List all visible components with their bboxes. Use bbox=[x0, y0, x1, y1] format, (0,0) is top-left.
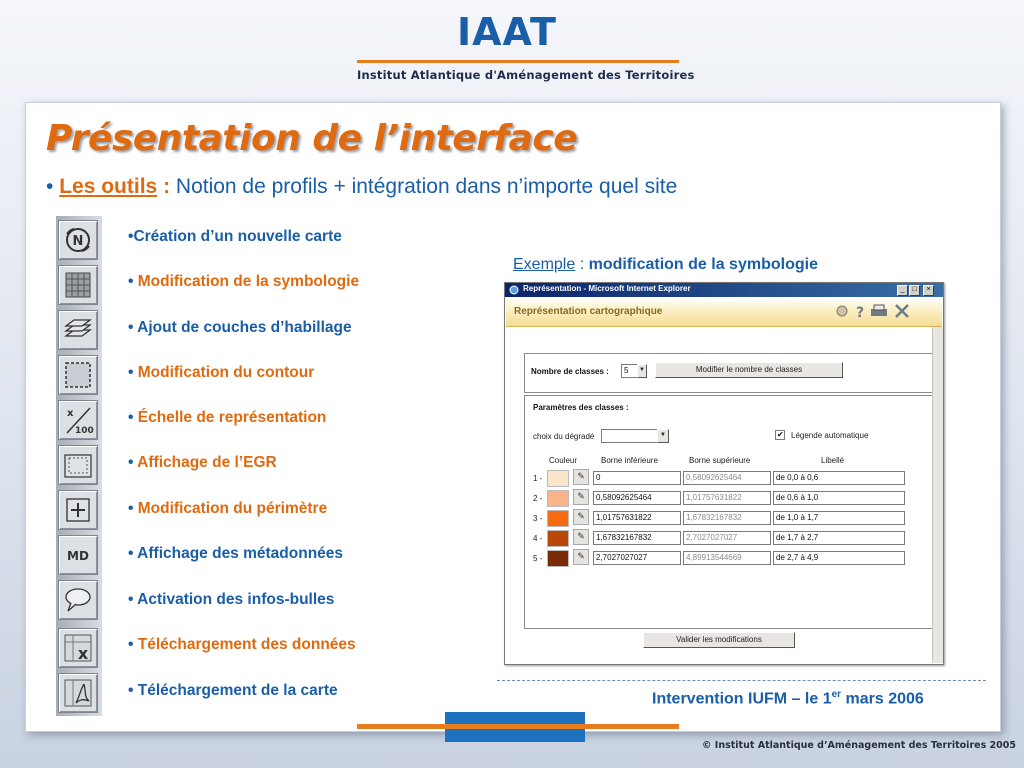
classes-dropdown-arrow[interactable]: ▼ bbox=[637, 364, 647, 378]
window-content bbox=[506, 327, 932, 663]
north-arrow-icon[interactable] bbox=[58, 220, 98, 260]
color-grid-icon[interactable] bbox=[58, 265, 98, 305]
gradient-label: choix du dégradé bbox=[533, 432, 595, 441]
classes-count-select[interactable]: 5 bbox=[621, 364, 639, 378]
edit-color-icon[interactable]: ✎ bbox=[573, 469, 589, 485]
panel-header bbox=[506, 298, 942, 327]
tool-item-contour: • Modification du contour bbox=[128, 364, 315, 381]
window-scrollbar[interactable] bbox=[932, 327, 943, 663]
edit-color-icon[interactable]: ✎ bbox=[573, 489, 589, 505]
class-label-field[interactable]: de 0,0 à 0,6 bbox=[773, 471, 905, 485]
tool-item-scale: • Échelle de représentation bbox=[128, 409, 327, 426]
print-icon[interactable] bbox=[870, 304, 888, 318]
class-label-field[interactable]: de 1,7 à 2,7 bbox=[773, 531, 905, 545]
edit-color-icon[interactable]: ✎ bbox=[573, 529, 589, 545]
classes-count-label: Nombre de classes : bbox=[531, 367, 609, 376]
logo-underline bbox=[357, 60, 679, 63]
speech-bubble-icon[interactable] bbox=[58, 580, 98, 620]
edit-color-icon[interactable]: ✎ bbox=[573, 549, 589, 565]
class-color-swatch[interactable] bbox=[547, 490, 569, 507]
subtitle-colon: : bbox=[157, 175, 171, 198]
svg-text:x: x bbox=[77, 644, 89, 663]
example-description: modification de la symbologie bbox=[588, 256, 818, 273]
copyright-text: © Institut Atlantique d’Aménagement des Territoires 2005 bbox=[702, 740, 1016, 751]
lower-bound-field[interactable]: 1,67832167832 bbox=[593, 531, 681, 545]
example-caption: Exemple : modification de la symbologie bbox=[513, 256, 818, 273]
close-icon[interactable] bbox=[894, 303, 910, 319]
tool-item-map-download: • Téléchargement de la carte bbox=[128, 682, 338, 699]
tool-item-create-map: •Création d’un nouvelle carte bbox=[128, 228, 342, 245]
slide-title: Présentation de l’interface bbox=[46, 118, 578, 159]
auto-legend-label: Légende automatique bbox=[791, 431, 869, 440]
upper-bound-field: 1,01757631822 bbox=[683, 491, 771, 505]
ie-window bbox=[504, 282, 944, 665]
window-titlebar bbox=[505, 283, 943, 297]
egr-frame-icon[interactable] bbox=[58, 445, 98, 485]
class-color-swatch[interactable] bbox=[547, 470, 569, 487]
validate-button[interactable]: Valider les modifications bbox=[643, 632, 795, 648]
svg-text:100: 100 bbox=[75, 426, 94, 436]
layers-icon[interactable] bbox=[58, 310, 98, 350]
class-label-field[interactable]: de 0,6 à 1,0 bbox=[773, 491, 905, 505]
svg-text:N: N bbox=[72, 234, 84, 249]
footer-orange-line bbox=[357, 724, 679, 729]
intervention-caption: Intervention IUFM – le 1er mars 2006 bbox=[652, 689, 924, 708]
lower-bound-field[interactable]: 2,7027027027 bbox=[593, 551, 681, 565]
footer-divider bbox=[497, 680, 986, 681]
frame-border-icon[interactable] bbox=[58, 355, 98, 395]
maximize-button[interactable]: □ bbox=[909, 285, 920, 296]
class-params-label: Paramètres des classes : bbox=[533, 403, 629, 412]
lower-bound-field[interactable]: 0,58092625464 bbox=[593, 491, 681, 505]
ie-icon bbox=[509, 285, 519, 295]
table-row-num: 3 - bbox=[533, 514, 543, 523]
settings-icon[interactable] bbox=[836, 305, 848, 317]
example-label: Exemple bbox=[513, 256, 576, 273]
col-header-label: Libellé bbox=[821, 456, 845, 465]
gradient-dropdown-arrow[interactable]: ▼ bbox=[657, 429, 669, 443]
excel-download-icon[interactable] bbox=[58, 628, 98, 668]
table-row-num: 5 - bbox=[533, 554, 543, 563]
class-color-swatch[interactable] bbox=[547, 550, 569, 567]
tool-item-perimeter: • Modification du périmètre bbox=[128, 500, 328, 517]
svg-text:?: ? bbox=[855, 305, 865, 319]
classes-count-box bbox=[524, 353, 940, 393]
close-button[interactable]: × bbox=[923, 285, 934, 296]
perimeter-plus-icon[interactable] bbox=[58, 490, 98, 530]
subtitle-text: Notion de profils + intégration dans n’importe quel site bbox=[170, 175, 678, 198]
tool-item-egr: • Affichage de l’EGR bbox=[128, 454, 277, 471]
upper-bound-field: 4,89913544669 bbox=[683, 551, 771, 565]
window-title: Représentation - Microsoft Internet Explorer bbox=[523, 284, 691, 293]
subtitle-tools-link: Les outils bbox=[59, 175, 158, 198]
class-color-swatch[interactable] bbox=[547, 510, 569, 527]
table-row-num: 1 - bbox=[533, 474, 543, 483]
col-header-lower: Borne inférieure bbox=[601, 456, 658, 465]
class-label-field[interactable]: de 2,7 à 4,9 bbox=[773, 551, 905, 565]
scale-icon[interactable] bbox=[58, 400, 98, 440]
logo-text: IAAT bbox=[457, 10, 557, 54]
upper-bound-field: 2,7027027027 bbox=[683, 531, 771, 545]
svg-text:MD: MD bbox=[67, 549, 89, 563]
table-row-num: 2 - bbox=[533, 494, 543, 503]
class-label-field[interactable]: de 1,0 à 1,7 bbox=[773, 511, 905, 525]
class-params-box bbox=[524, 395, 940, 644]
edit-color-icon[interactable]: ✎ bbox=[573, 509, 589, 525]
tool-item-layers: • Ajout de couches d’habillage bbox=[128, 319, 352, 336]
table-row-num: 4 - bbox=[533, 534, 543, 543]
auto-legend-checkbox[interactable]: ✔ bbox=[777, 430, 784, 439]
col-header-upper: Borne supérieure bbox=[689, 456, 751, 465]
modify-classes-button[interactable]: Modifier le nombre de classes bbox=[655, 362, 843, 378]
panel-title: Représentation cartographique bbox=[514, 306, 663, 317]
logo-subtitle: Institut Atlantique d'Aménagement des Territoires bbox=[357, 68, 695, 82]
tool-item-tooltips: • Activation des infos-bulles bbox=[128, 591, 335, 608]
upper-bound-field: 1,67832167832 bbox=[683, 511, 771, 525]
lower-bound-field[interactable]: 0 bbox=[593, 471, 681, 485]
gradient-select[interactable] bbox=[601, 429, 659, 443]
subtitle-bullet: • bbox=[46, 175, 54, 198]
pdf-download-icon[interactable] bbox=[58, 673, 98, 713]
slide-subtitle bbox=[46, 175, 677, 199]
metadata-icon[interactable] bbox=[58, 535, 98, 575]
tool-item-metadata: • Affichage des métadonnées bbox=[128, 545, 344, 562]
col-header-color: Couleur bbox=[549, 456, 578, 465]
svg-text:x: x bbox=[67, 408, 74, 419]
upper-bound-field: 0,58092625464 bbox=[683, 471, 771, 485]
help-icon[interactable] bbox=[854, 303, 866, 319]
class-color-swatch[interactable] bbox=[547, 530, 569, 547]
minimize-button[interactable]: _ bbox=[897, 285, 908, 296]
lower-bound-field[interactable]: 1,01757631822 bbox=[593, 511, 681, 525]
tool-item-data-download: • Téléchargement des données bbox=[128, 636, 356, 653]
tool-item-symbology: • Modification de la symbologie bbox=[128, 273, 360, 290]
